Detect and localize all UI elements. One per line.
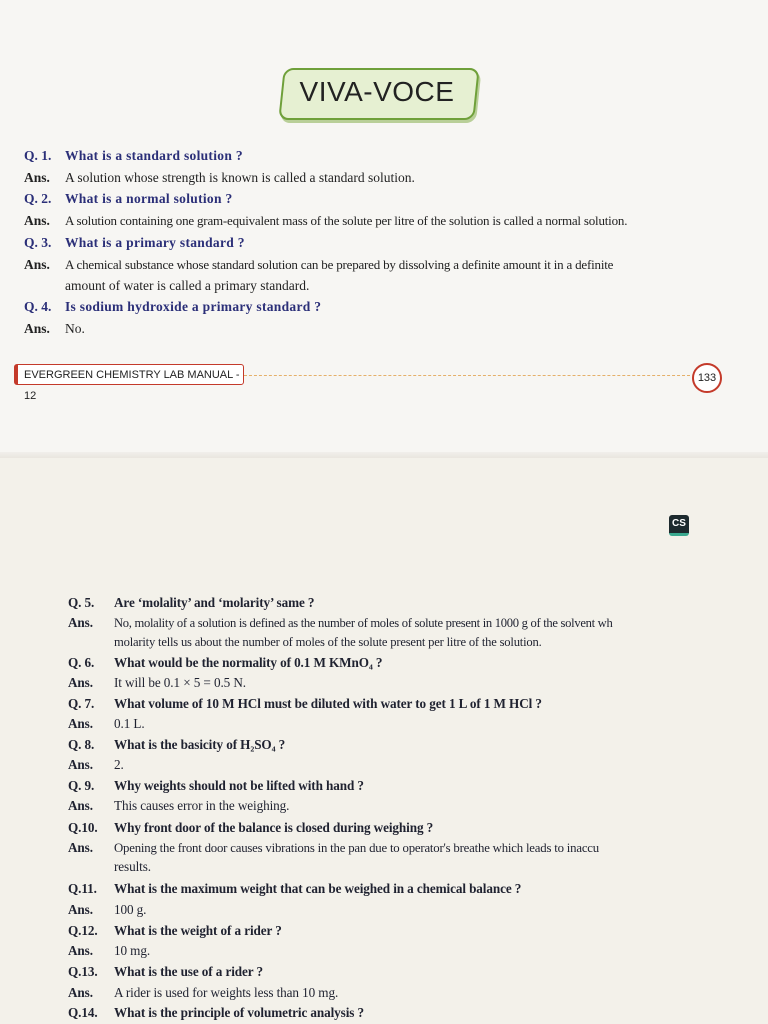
answer-text: Opening the front door causes vibrations in the pan due to operator's breathe which leads to inaccu <box>114 841 599 855</box>
answer-label: Ans. <box>68 716 93 731</box>
answer-text: molarity tells us about the number of moles of the solute present per litre of the solution. <box>114 635 542 649</box>
footer-divider <box>244 375 690 376</box>
answer-text: results. <box>114 859 151 874</box>
answer-label: Ans. <box>68 675 93 690</box>
lower-page <box>0 458 768 1024</box>
answer-text: 100 g. <box>114 902 147 917</box>
question-text: What is the weight of a rider ? <box>114 923 282 938</box>
answer-text: It will be 0.1 × 5 = 0.5 N. <box>114 675 246 690</box>
footer-label: EVERGREEN CHEMISTRY LAB MANUAL - 12 <box>14 364 244 385</box>
question-text: Is sodium hydroxide a primary standard ? <box>65 299 322 314</box>
question-label: Q. 6. <box>68 655 95 670</box>
question-label: Q. 4. <box>24 299 52 314</box>
answer-label: Ans. <box>24 257 50 272</box>
question-label: Q. 1. <box>24 148 52 163</box>
question-text: What is the basicity of H₂SO₄ ? <box>114 737 286 752</box>
question-label: Q. 7. <box>68 696 95 711</box>
answer-label: Ans. <box>24 321 50 336</box>
question-text: Why weights should not be lifted with hand ? <box>114 778 364 793</box>
question-label: Q. 8. <box>68 737 95 752</box>
page-title: VIVA-VOCE <box>299 76 455 107</box>
answer-text: No. <box>65 321 85 336</box>
question-text: What is a standard solution ? <box>65 148 243 163</box>
answer-label: Ans. <box>68 985 93 1000</box>
question-text: What is the use of a rider ? <box>114 964 263 979</box>
answer-text: A solution whose strength is known is called a standard solution. <box>65 170 415 185</box>
question-label: Q. 2. <box>24 191 52 206</box>
answer-label: Ans. <box>68 798 93 813</box>
answer-label: Ans. <box>68 757 93 772</box>
question-label: Q.13. <box>68 964 98 979</box>
question-label: Q.12. <box>68 923 98 938</box>
question-text: Why front door of the balance is closed during weighing ? <box>114 820 434 835</box>
answer-label: Ans. <box>68 902 93 917</box>
answer-text: No, molality of a solution is defined as the number of moles of solute present in 1000 g of the solvent wh <box>114 616 613 630</box>
answer-label: Ans. <box>68 943 93 958</box>
question-text: What would be the normality of 0.1 M KMnO₄ ? <box>114 655 383 670</box>
answer-label: Ans. <box>68 840 93 855</box>
answer-text: 2. <box>114 757 124 772</box>
answer-label: Ans. <box>24 213 50 228</box>
question-text: What volume of 10 M HCl must be diluted with water to get 1 L of 1 M HCl ? <box>114 696 542 711</box>
answer-label: Ans. <box>68 615 93 630</box>
question-text: Are ‘molality’ and ‘molarity’ same ? <box>114 595 315 610</box>
question-label: Q. 5. <box>68 595 95 610</box>
answer-text: 0.1 L. <box>114 716 145 731</box>
upper-page <box>0 0 768 458</box>
question-label: Q. 3. <box>24 235 52 250</box>
question-text: What is a primary standard ? <box>65 235 245 250</box>
answer-text: 10 mg. <box>114 943 151 958</box>
question-label: Q. 9. <box>68 778 95 793</box>
answer-text: A solution containing one gram-equivalent mass of the solute per litre of the solution is called a normal solution. <box>65 213 628 228</box>
page-number: 133 <box>692 363 722 393</box>
answer-text: A chemical substance whose standard solution can be prepared by dissolving a definite amount it in a definite <box>65 257 614 272</box>
answer-text: amount of water is called a primary standard. <box>65 278 310 293</box>
question-label: Q.11. <box>68 881 97 896</box>
question-text: What is a normal solution ? <box>65 191 233 206</box>
answer-text: This causes error in the weighing. <box>114 798 290 813</box>
camscanner-badge: CS <box>669 515 689 536</box>
answer-label: Ans. <box>24 170 50 185</box>
question-text: What is the maximum weight that can be weighed in a chemical balance ? <box>114 881 522 896</box>
question-text: What is the principle of volumetric analysis ? <box>114 1005 364 1020</box>
question-label: Q.10. <box>68 820 98 835</box>
answer-text: A rider is used for weights less than 10 mg. <box>114 985 339 1000</box>
question-label: Q.14. <box>68 1005 98 1020</box>
